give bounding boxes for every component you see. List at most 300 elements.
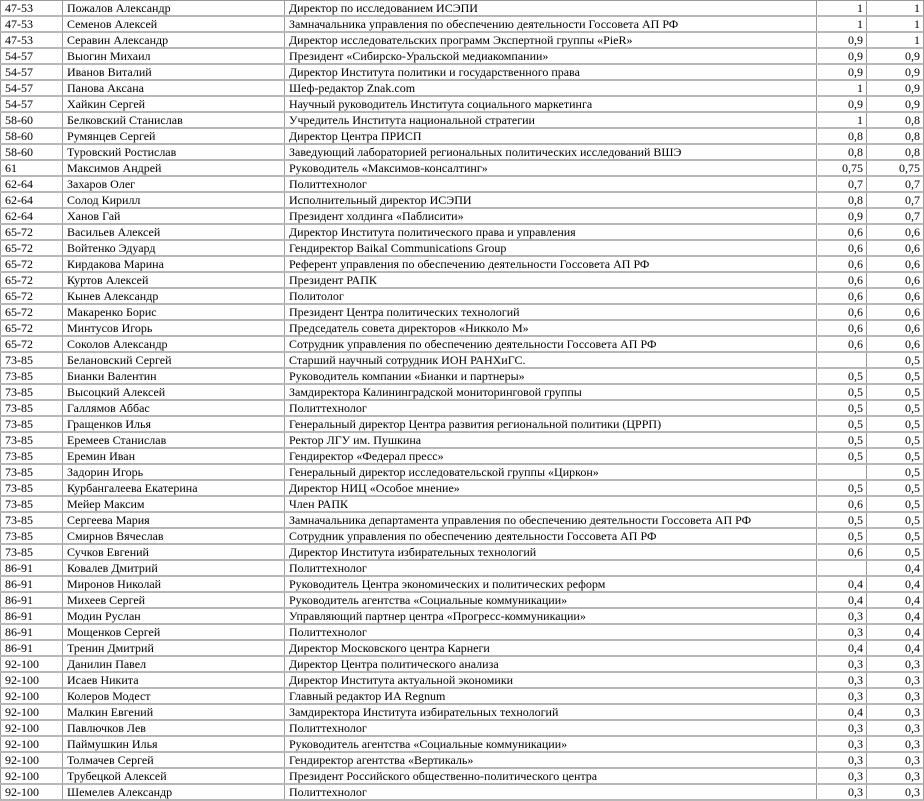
position-cell: Директор НИЦ «Особое мнение» xyxy=(285,480,817,496)
position-cell: Референт управления по обеспечению деятельности Госсовета АП РФ xyxy=(285,256,817,272)
score-cell: 0,4 xyxy=(867,560,924,576)
rank-cell: 65-72 xyxy=(1,256,63,272)
position-cell: Директор Центра политического анализа xyxy=(285,656,817,672)
rank-cell: 58-60 xyxy=(1,112,63,128)
score-prev-cell: 0,6 xyxy=(817,320,867,336)
position-cell: Замначальника управления по обеспечению деятельности Госсовета АП РФ xyxy=(285,16,817,32)
score-prev-cell: 0,6 xyxy=(817,224,867,240)
name-cell: Еремин Иван xyxy=(63,448,285,464)
score-cell: 0,3 xyxy=(867,688,924,704)
score-cell: 0,3 xyxy=(867,672,924,688)
score-cell: 0,5 xyxy=(867,352,924,368)
score-prev-cell: 0,3 xyxy=(817,768,867,784)
name-cell: Михеев Сергей xyxy=(63,592,285,608)
position-cell: Директор по исследованием ИСЭПИ xyxy=(285,1,817,17)
rank-cell: 47-53 xyxy=(1,16,63,32)
score-prev-cell: 1 xyxy=(817,80,867,96)
score-cell: 0,5 xyxy=(867,432,924,448)
name-cell: Минтусов Игорь xyxy=(63,320,285,336)
table-row xyxy=(1,448,924,464)
score-prev-cell: 0,3 xyxy=(817,752,867,768)
rank-cell: 54-57 xyxy=(1,96,63,112)
rank-cell: 65-72 xyxy=(1,224,63,240)
name-cell: Иванов Виталий xyxy=(63,64,285,80)
score-prev-cell: 0,8 xyxy=(817,192,867,208)
score-cell: 0,3 xyxy=(867,784,924,800)
position-cell: Президент РАПК xyxy=(285,272,817,288)
table-row xyxy=(1,144,924,160)
score-cell: 0,5 xyxy=(867,464,924,480)
score-cell: 0,8 xyxy=(867,144,924,160)
score-cell: 0,6 xyxy=(867,336,924,352)
score-cell: 0,6 xyxy=(867,240,924,256)
position-cell: Генеральный директор Центра развития региональной политики (ЦРРП) xyxy=(285,416,817,432)
name-cell: Кынев Александр xyxy=(63,288,285,304)
score-prev-cell: 0,6 xyxy=(817,240,867,256)
score-prev-cell xyxy=(817,352,867,368)
rank-cell: 73-85 xyxy=(1,400,63,416)
score-cell: 0,3 xyxy=(867,656,924,672)
score-prev-cell: 0,8 xyxy=(817,128,867,144)
position-cell: Гендиректор «Федерал пресс» xyxy=(285,448,817,464)
score-cell: 0,4 xyxy=(867,592,924,608)
name-cell: Румянцев Сергей xyxy=(63,128,285,144)
position-cell: Учредитель Института национальной стратегии xyxy=(285,112,817,128)
table-row xyxy=(1,32,924,48)
position-cell: Политтехнолог xyxy=(285,784,817,800)
table-row xyxy=(1,608,924,624)
score-prev-cell: 0,3 xyxy=(817,688,867,704)
table-row xyxy=(1,352,924,368)
table-row xyxy=(1,256,924,272)
name-cell: Серавин Александр xyxy=(63,32,285,48)
rank-cell: 58-60 xyxy=(1,128,63,144)
name-cell: Шемелев Александр xyxy=(63,784,285,800)
rank-cell: 92-100 xyxy=(1,688,63,704)
score-prev-cell: 0,4 xyxy=(817,576,867,592)
score-prev-cell: 0,5 xyxy=(817,368,867,384)
score-prev-cell: 0,5 xyxy=(817,512,867,528)
name-cell: Войтенко Эдуард xyxy=(63,240,285,256)
rank-cell: 73-85 xyxy=(1,544,63,560)
position-cell: Замдиректора Калининградской мониторинговой группы xyxy=(285,384,817,400)
score-cell: 0,6 xyxy=(867,320,924,336)
score-cell: 0,5 xyxy=(867,480,924,496)
score-cell: 0,5 xyxy=(867,496,924,512)
score-cell: 0,4 xyxy=(867,608,924,624)
score-prev-cell: 0,3 xyxy=(817,656,867,672)
rank-cell: 73-85 xyxy=(1,352,63,368)
score-cell: 0,4 xyxy=(867,576,924,592)
name-cell: Хайкин Сергей xyxy=(63,96,285,112)
table-row xyxy=(1,624,924,640)
score-cell: 0,5 xyxy=(867,400,924,416)
table-row xyxy=(1,368,924,384)
table-row xyxy=(1,784,924,800)
position-cell: Политтехнолог xyxy=(285,560,817,576)
name-cell: Мейер Максим xyxy=(63,496,285,512)
position-cell: Президент Центра политических технологий xyxy=(285,304,817,320)
position-cell: Руководитель агентства «Социальные коммуникации» xyxy=(285,736,817,752)
position-cell: Директор Института политики и государственного права xyxy=(285,64,817,80)
name-cell: Павлючков Лев xyxy=(63,720,285,736)
score-cell: 0,4 xyxy=(867,624,924,640)
table-row xyxy=(1,1,924,17)
table-row xyxy=(1,192,924,208)
rank-cell: 47-53 xyxy=(1,32,63,48)
rank-cell: 73-85 xyxy=(1,512,63,528)
score-prev-cell: 0,5 xyxy=(817,528,867,544)
name-cell: Данилин Павел xyxy=(63,656,285,672)
name-cell: Курбангалеева Екатерина xyxy=(63,480,285,496)
rank-cell: 73-85 xyxy=(1,496,63,512)
table-row xyxy=(1,400,924,416)
score-cell: 0,8 xyxy=(867,128,924,144)
name-cell: Кирдакова Марина xyxy=(63,256,285,272)
table-row xyxy=(1,160,924,176)
score-cell: 1 xyxy=(867,16,924,32)
rank-cell: 73-85 xyxy=(1,384,63,400)
position-cell: Генеральный директор исследовательской группы «Циркон» xyxy=(285,464,817,480)
rank-cell: 92-100 xyxy=(1,704,63,720)
position-cell: Директор Института избирательных технологий xyxy=(285,544,817,560)
score-cell: 0,6 xyxy=(867,272,924,288)
table-row xyxy=(1,416,924,432)
table-row xyxy=(1,272,924,288)
score-prev-cell: 0,4 xyxy=(817,704,867,720)
name-cell: Пожалов Александр xyxy=(63,1,285,17)
rank-cell: 62-64 xyxy=(1,176,63,192)
rank-cell: 73-85 xyxy=(1,464,63,480)
score-cell: 0,5 xyxy=(867,544,924,560)
score-prev-cell: 0,75 xyxy=(817,160,867,176)
rank-cell: 92-100 xyxy=(1,752,63,768)
rank-cell: 73-85 xyxy=(1,480,63,496)
name-cell: Васильев Алексей xyxy=(63,224,285,240)
table-row xyxy=(1,16,924,32)
name-cell: Ковалев Дмитрий xyxy=(63,560,285,576)
score-cell: 1 xyxy=(867,1,924,17)
name-cell: Галлямов Аббас xyxy=(63,400,285,416)
rank-cell: 65-72 xyxy=(1,288,63,304)
position-cell: Гендиректор агентства «Вертикаль» xyxy=(285,752,817,768)
name-cell: Максимов Андрей xyxy=(63,160,285,176)
score-prev-cell: 0,5 xyxy=(817,480,867,496)
rank-cell: 92-100 xyxy=(1,656,63,672)
score-cell: 0,5 xyxy=(867,416,924,432)
table-row xyxy=(1,736,924,752)
name-cell: Миронов Николай xyxy=(63,576,285,592)
score-cell: 0,7 xyxy=(867,192,924,208)
score-prev-cell: 0,9 xyxy=(817,208,867,224)
position-cell: Замначальника департамента управления по обеспечению деятельности Госсовета АП РФ xyxy=(285,512,817,528)
score-cell: 0,6 xyxy=(867,224,924,240)
score-prev-cell: 0,5 xyxy=(817,432,867,448)
rank-cell: 86-91 xyxy=(1,640,63,656)
position-cell: Директор Московского центра Карнеги xyxy=(285,640,817,656)
table-row xyxy=(1,208,924,224)
table-row xyxy=(1,96,924,112)
score-prev-cell: 0,6 xyxy=(817,272,867,288)
table-row xyxy=(1,560,924,576)
score-prev-cell: 0,3 xyxy=(817,736,867,752)
table-row xyxy=(1,64,924,80)
score-prev-cell: 0,9 xyxy=(817,48,867,64)
score-cell: 0,9 xyxy=(867,64,924,80)
name-cell: Солод Кирилл xyxy=(63,192,285,208)
table-row xyxy=(1,80,924,96)
position-cell: Сотрудник управления по обеспечению деятельности Госсовета АП РФ xyxy=(285,528,817,544)
score-cell: 0,3 xyxy=(867,720,924,736)
rank-cell: 92-100 xyxy=(1,736,63,752)
position-cell: Политтехнолог xyxy=(285,400,817,416)
score-prev-cell: 1 xyxy=(817,16,867,32)
position-cell: Политтехнолог xyxy=(285,176,817,192)
name-cell: Смирнов Вячеслав xyxy=(63,528,285,544)
score-prev-cell: 0,8 xyxy=(817,144,867,160)
score-cell: 0,7 xyxy=(867,208,924,224)
score-prev-cell: 0,6 xyxy=(817,304,867,320)
rank-cell: 58-60 xyxy=(1,144,63,160)
name-cell: Мощенков Сергей xyxy=(63,624,285,640)
position-cell: Член РАПК xyxy=(285,496,817,512)
position-cell: Гендиректор Baikal Communications Group xyxy=(285,240,817,256)
rank-cell: 54-57 xyxy=(1,80,63,96)
position-cell: Директор Института актуальной экономики xyxy=(285,672,817,688)
position-cell: Главный редактор ИА Regnum xyxy=(285,688,817,704)
rank-cell: 65-72 xyxy=(1,336,63,352)
name-cell: Сучков Евгений xyxy=(63,544,285,560)
score-prev-cell: 0,9 xyxy=(817,32,867,48)
rank-cell: 65-72 xyxy=(1,272,63,288)
table-row xyxy=(1,224,924,240)
score-prev-cell: 0,7 xyxy=(817,176,867,192)
score-prev-cell: 0,6 xyxy=(817,256,867,272)
name-cell: Тренин Дмитрий xyxy=(63,640,285,656)
position-cell: Директор исследовательских программ Экспертной группы «PieR» xyxy=(285,32,817,48)
score-prev-cell: 0,4 xyxy=(817,640,867,656)
table-row xyxy=(1,240,924,256)
position-cell: Директор Центра ПРИСП xyxy=(285,128,817,144)
position-cell: Замдиректора Института избирательных технологий xyxy=(285,704,817,720)
score-prev-cell: 0,3 xyxy=(817,720,867,736)
table-row xyxy=(1,768,924,784)
rank-cell: 54-57 xyxy=(1,48,63,64)
position-cell: Заведующий лабораторией региональных политических исследований ВШЭ xyxy=(285,144,817,160)
score-prev-cell: 0,5 xyxy=(817,416,867,432)
rank-cell: 73-85 xyxy=(1,528,63,544)
score-prev-cell: 0,5 xyxy=(817,384,867,400)
position-cell: Руководитель Центра экономических и политических реформ xyxy=(285,576,817,592)
table-row xyxy=(1,288,924,304)
name-cell: Захаров Олег xyxy=(63,176,285,192)
position-cell: Руководитель компании «Бианки и партнеры» xyxy=(285,368,817,384)
rank-cell: 73-85 xyxy=(1,368,63,384)
table-row xyxy=(1,672,924,688)
position-cell: Шеф-редактор Znak.com xyxy=(285,80,817,96)
rank-cell: 86-91 xyxy=(1,608,63,624)
position-cell: Президент холдинга «Паблисити» xyxy=(285,208,817,224)
score-prev-cell: 1 xyxy=(817,1,867,17)
score-prev-cell: 0,6 xyxy=(817,288,867,304)
position-cell: Научный руководитель Института социального маркетинга xyxy=(285,96,817,112)
score-prev-cell: 0,4 xyxy=(817,592,867,608)
score-prev-cell: 0,3 xyxy=(817,608,867,624)
score-cell: 0,5 xyxy=(867,368,924,384)
name-cell: Малкин Евгений xyxy=(63,704,285,720)
table-row xyxy=(1,336,924,352)
score-prev-cell: 0,6 xyxy=(817,336,867,352)
rank-cell: 47-53 xyxy=(1,1,63,17)
score-prev-cell: 0,3 xyxy=(817,624,867,640)
position-cell: Председатель совета директоров «Никколо М» xyxy=(285,320,817,336)
name-cell: Трубецкой Алексей xyxy=(63,768,285,784)
name-cell: Туровский Ростислав xyxy=(63,144,285,160)
rank-cell: 92-100 xyxy=(1,768,63,784)
score-prev-cell: 0,9 xyxy=(817,64,867,80)
score-prev-cell: 0,5 xyxy=(817,400,867,416)
position-cell: Руководитель агентства «Социальные коммуникации» xyxy=(285,592,817,608)
table-row xyxy=(1,48,924,64)
table-row xyxy=(1,592,924,608)
rank-cell: 62-64 xyxy=(1,192,63,208)
score-cell: 0,3 xyxy=(867,704,924,720)
position-cell: Сотрудник управления по обеспечению деятельности Госсовета АП РФ xyxy=(285,336,817,352)
rank-cell: 73-85 xyxy=(1,432,63,448)
rank-cell: 73-85 xyxy=(1,416,63,432)
rank-cell: 65-72 xyxy=(1,240,63,256)
table-row xyxy=(1,656,924,672)
table-row xyxy=(1,576,924,592)
rank-cell: 86-91 xyxy=(1,576,63,592)
name-cell: Колеров Модест xyxy=(63,688,285,704)
table-row xyxy=(1,704,924,720)
name-cell: Толмачев Сергей xyxy=(63,752,285,768)
position-cell: Руководитель «Максимов-консалтинг» xyxy=(285,160,817,176)
name-cell: Куртов Алексей xyxy=(63,272,285,288)
rank-cell: 61 xyxy=(1,160,63,176)
name-cell: Высоцкий Алексей xyxy=(63,384,285,400)
name-cell: Выогин Михаил xyxy=(63,48,285,64)
score-prev-cell: 0,6 xyxy=(817,544,867,560)
table-row xyxy=(1,176,924,192)
score-cell: 0,75 xyxy=(867,160,924,176)
score-cell: 0,4 xyxy=(867,640,924,656)
rank-cell: 65-72 xyxy=(1,304,63,320)
position-cell: Директор Института политического права и управления xyxy=(285,224,817,240)
rank-cell: 62-64 xyxy=(1,208,63,224)
table-row xyxy=(1,112,924,128)
table-row xyxy=(1,432,924,448)
name-cell: Соколов Александр xyxy=(63,336,285,352)
score-prev-cell: 0,5 xyxy=(817,448,867,464)
rank-cell: 73-85 xyxy=(1,448,63,464)
rank-cell: 92-100 xyxy=(1,784,63,800)
rank-cell: 86-91 xyxy=(1,624,63,640)
position-cell: Исполнительный директор ИСЭПИ xyxy=(285,192,817,208)
table-row xyxy=(1,496,924,512)
score-prev-cell: 0,6 xyxy=(817,496,867,512)
table-row xyxy=(1,480,924,496)
score-cell: 0,9 xyxy=(867,48,924,64)
name-cell: Бианки Валентин xyxy=(63,368,285,384)
position-cell: Политолог xyxy=(285,288,817,304)
name-cell: Белановский Сергей xyxy=(63,352,285,368)
rank-cell: 54-57 xyxy=(1,64,63,80)
rank-cell: 86-91 xyxy=(1,592,63,608)
score-cell: 1 xyxy=(867,32,924,48)
name-cell: Исаев Никита xyxy=(63,672,285,688)
name-cell: Макаренко Борис xyxy=(63,304,285,320)
table-row xyxy=(1,528,924,544)
position-cell: Президент «Сибирско-Уральской медиакомпании» xyxy=(285,48,817,64)
name-cell: Ханов Гай xyxy=(63,208,285,224)
name-cell: Сергеева Мария xyxy=(63,512,285,528)
position-cell: Политтехнолог xyxy=(285,624,817,640)
score-cell: 0,7 xyxy=(867,176,924,192)
score-prev-cell: 1 xyxy=(817,112,867,128)
position-cell: Политтехнолог xyxy=(285,720,817,736)
table-row xyxy=(1,752,924,768)
rank-cell: 92-100 xyxy=(1,720,63,736)
name-cell: Семенов Алексей xyxy=(63,16,285,32)
name-cell: Панова Аксана xyxy=(63,80,285,96)
rank-cell: 86-91 xyxy=(1,560,63,576)
position-cell: Президент Российского общественно-политического центра xyxy=(285,768,817,784)
score-cell: 0,3 xyxy=(867,752,924,768)
table-row xyxy=(1,320,924,336)
table-row xyxy=(1,384,924,400)
position-cell: Управляющий партнер центра «Прогресс-коммуникации» xyxy=(285,608,817,624)
score-cell: 0,9 xyxy=(867,80,924,96)
score-cell: 0,6 xyxy=(867,288,924,304)
score-prev-cell: 0,3 xyxy=(817,784,867,800)
score-cell: 0,3 xyxy=(867,768,924,784)
table-row xyxy=(1,304,924,320)
score-prev-cell xyxy=(817,560,867,576)
name-cell: Гращенков Илья xyxy=(63,416,285,432)
score-cell: 0,5 xyxy=(867,512,924,528)
position-cell: Старший научный сотрудник ИОН РАНХиГС. xyxy=(285,352,817,368)
score-prev-cell: 0,9 xyxy=(817,96,867,112)
table-row xyxy=(1,640,924,656)
position-cell: Ректор ЛГУ им. Пушкина xyxy=(285,432,817,448)
table-row xyxy=(1,464,924,480)
rank-cell: 92-100 xyxy=(1,672,63,688)
score-cell: 0,6 xyxy=(867,256,924,272)
score-prev-cell: 0,3 xyxy=(817,672,867,688)
score-cell: 0,5 xyxy=(867,448,924,464)
name-cell: Модин Руслан xyxy=(63,608,285,624)
ranking-table-body xyxy=(1,1,924,801)
name-cell: Паймушкин Илья xyxy=(63,736,285,752)
score-cell: 0,6 xyxy=(867,304,924,320)
table-row xyxy=(1,688,924,704)
score-cell: 0,9 xyxy=(867,96,924,112)
rank-cell: 65-72 xyxy=(1,320,63,336)
table-row xyxy=(1,512,924,528)
table-row xyxy=(1,544,924,560)
table-row xyxy=(1,720,924,736)
score-cell: 0,5 xyxy=(867,528,924,544)
score-cell: 0,8 xyxy=(867,112,924,128)
score-prev-cell xyxy=(817,464,867,480)
score-cell: 0,3 xyxy=(867,736,924,752)
name-cell: Задорин Игорь xyxy=(63,464,285,480)
name-cell: Белковский Станислав xyxy=(63,112,285,128)
score-cell: 0,5 xyxy=(867,384,924,400)
table-row xyxy=(1,128,924,144)
